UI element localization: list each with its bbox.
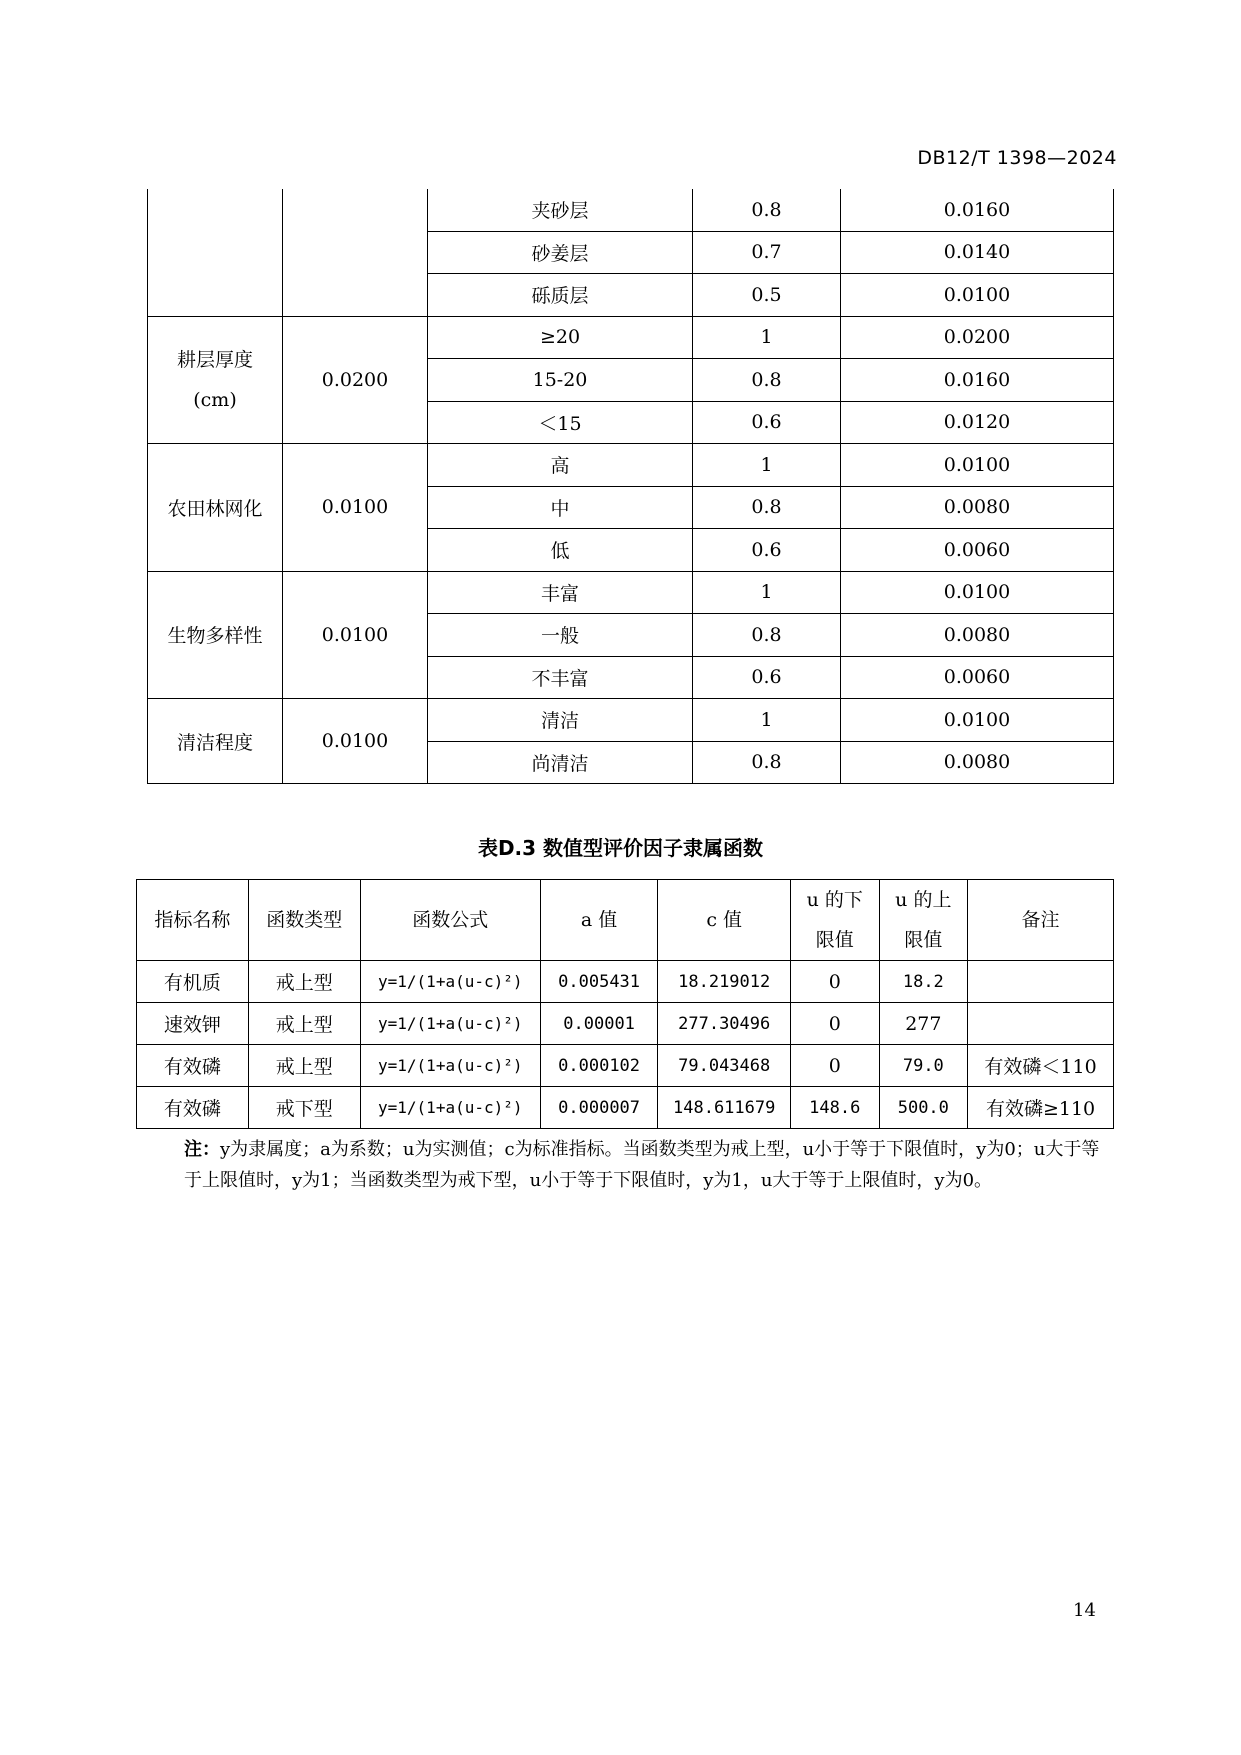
table-row: [137, 1087, 1114, 1129]
factor-weight-cell: 0.0100: [283, 444, 428, 572]
score-cell: 1: [693, 571, 841, 614]
a-value: 0.005431: [540, 961, 658, 1003]
level-cell: 尚清洁: [428, 741, 693, 784]
upper-limit: 18.2: [879, 961, 968, 1003]
lower-limit: 0: [791, 1003, 880, 1045]
table-row: [148, 699, 1114, 742]
note-label: 注：: [184, 1139, 220, 1160]
table-row: [148, 316, 1114, 359]
header-c-value: c 值: [658, 880, 791, 961]
membership-function-table: [136, 879, 1114, 1129]
factor-name-cell: 农田林网化: [148, 444, 283, 572]
weight-cell: 0.0100: [841, 699, 1114, 742]
table-row: [137, 1045, 1114, 1087]
indicator-name: 有机质: [137, 961, 249, 1003]
table-row: [148, 189, 1114, 231]
header-function-type: 函数类型: [248, 880, 360, 961]
lower-limit: 0: [791, 961, 880, 1003]
empty-cell: [283, 189, 428, 316]
a-value: 0.00001: [540, 1003, 658, 1045]
factor-weight-cell: 0.0100: [283, 571, 428, 699]
level-cell: 丰富: [428, 571, 693, 614]
note-cell: [968, 961, 1114, 1003]
level-cell: 夹砂层: [428, 189, 693, 231]
factor-name-cell: 生物多样性: [148, 571, 283, 699]
score-cell: 0.8: [693, 741, 841, 784]
level-cell: 不丰富: [428, 656, 693, 699]
level-cell: 15-20: [428, 359, 693, 402]
a-value: 0.000007: [540, 1087, 658, 1129]
function-type: 戒上型: [248, 1003, 360, 1045]
note-cell: 有效磷＜110: [968, 1045, 1114, 1087]
header-note: 备注: [968, 880, 1114, 961]
c-value: 277.30496: [658, 1003, 791, 1045]
factor-weight-cell: 0.0200: [283, 316, 428, 444]
header-lower-limit: u 的下 限值: [791, 880, 880, 961]
score-cell: 1: [693, 316, 841, 359]
header-upper-limit: u 的上 限值: [879, 880, 968, 961]
upper-limit: 277: [879, 1003, 968, 1045]
function-type: 戒上型: [248, 1045, 360, 1087]
level-cell: 高: [428, 444, 693, 487]
empty-cell: [148, 189, 283, 316]
score-cell: 0.8: [693, 486, 841, 529]
score-cell: 1: [693, 444, 841, 487]
weight-cell: 0.0160: [841, 359, 1114, 402]
c-value: 18.219012: [658, 961, 791, 1003]
weight-cell: 0.0100: [841, 274, 1114, 317]
header-a-value: a 值: [540, 880, 658, 961]
weight-cell: 0.0100: [841, 571, 1114, 614]
score-cell: 0.6: [693, 656, 841, 699]
header-row: [137, 880, 1114, 961]
weight-cell: 0.0140: [841, 231, 1114, 274]
a-value: 0.000102: [540, 1045, 658, 1087]
table-row: [148, 444, 1114, 487]
score-cell: 0.6: [693, 401, 841, 444]
score-cell: 0.7: [693, 231, 841, 274]
score-cell: 0.6: [693, 529, 841, 572]
factor-weight-cell: 0.0100: [283, 699, 428, 784]
factor-unit: (cm): [193, 388, 237, 411]
function-type: 戒上型: [248, 961, 360, 1003]
level-cell: 低: [428, 529, 693, 572]
factor-score-table: [147, 189, 1114, 784]
weight-cell: 0.0100: [841, 444, 1114, 487]
table-note: [184, 1134, 1114, 1196]
c-value: 79.043468: [658, 1045, 791, 1087]
note-text: y为隶属度；a为系数；u为实测值；c为标准指标。当函数类型为戒上型，u小于等于下限值时，y为0；u大于等于上限值时，y为1；当函数类型为戒下型，u小于等于下限值时，y为1，u大于等于上限值时，y为0。: [184, 1139, 1100, 1191]
table-row: [137, 961, 1114, 1003]
weight-cell: 0.0080: [841, 486, 1114, 529]
weight-cell: 0.0200: [841, 316, 1114, 359]
table-row: [137, 1003, 1114, 1045]
weight-cell: 0.0120: [841, 401, 1114, 444]
header-indicator-name: 指标名称: [137, 880, 249, 961]
level-cell: 清洁: [428, 699, 693, 742]
score-cell: 0.8: [693, 614, 841, 657]
function-type: 戒下型: [248, 1087, 360, 1129]
score-cell: 0.8: [693, 359, 841, 402]
level-cell: 砂姜层: [428, 231, 693, 274]
table-caption: 表D.3 数值型评价因子隶属函数: [477, 836, 764, 860]
upper-limit: 500.0: [879, 1087, 968, 1129]
indicator-name: 速效钾: [137, 1003, 249, 1045]
table-row: [148, 571, 1114, 614]
level-cell: 砾质层: [428, 274, 693, 317]
level-cell: ≥20: [428, 316, 693, 359]
factor-name: 耕层厚度: [176, 348, 253, 371]
lower-limit: 148.6: [791, 1087, 880, 1129]
note-cell: [968, 1003, 1114, 1045]
weight-cell: 0.0060: [841, 656, 1114, 699]
formula: y=1/(1+a(u-c)²): [360, 1003, 540, 1045]
weight-cell: 0.0060: [841, 529, 1114, 572]
header-formula: 函数公式: [360, 880, 540, 961]
score-cell: 0.8: [693, 189, 841, 231]
level-cell: ＜15: [428, 401, 693, 444]
note-cell: 有效磷≥110: [968, 1087, 1114, 1129]
formula: y=1/(1+a(u-c)²): [360, 1087, 540, 1129]
c-value: 148.611679: [658, 1087, 791, 1129]
page-number: 14: [1073, 1600, 1096, 1621]
lower-limit: 0: [791, 1045, 880, 1087]
factor-name-cell: [148, 316, 283, 444]
score-cell: 1: [693, 699, 841, 742]
factor-name-cell: 清洁程度: [148, 699, 283, 784]
level-cell: 中: [428, 486, 693, 529]
indicator-name: 有效磷: [137, 1087, 249, 1129]
weight-cell: 0.0080: [841, 614, 1114, 657]
document-code: DB12/T 1398—2024: [917, 147, 1117, 169]
indicator-name: 有效磷: [137, 1045, 249, 1087]
formula: y=1/(1+a(u-c)²): [360, 961, 540, 1003]
upper-limit: 79.0: [879, 1045, 968, 1087]
weight-cell: 0.0080: [841, 741, 1114, 784]
weight-cell: 0.0160: [841, 189, 1114, 231]
score-cell: 0.5: [693, 274, 841, 317]
level-cell: 一般: [428, 614, 693, 657]
formula: y=1/(1+a(u-c)²): [360, 1045, 540, 1087]
